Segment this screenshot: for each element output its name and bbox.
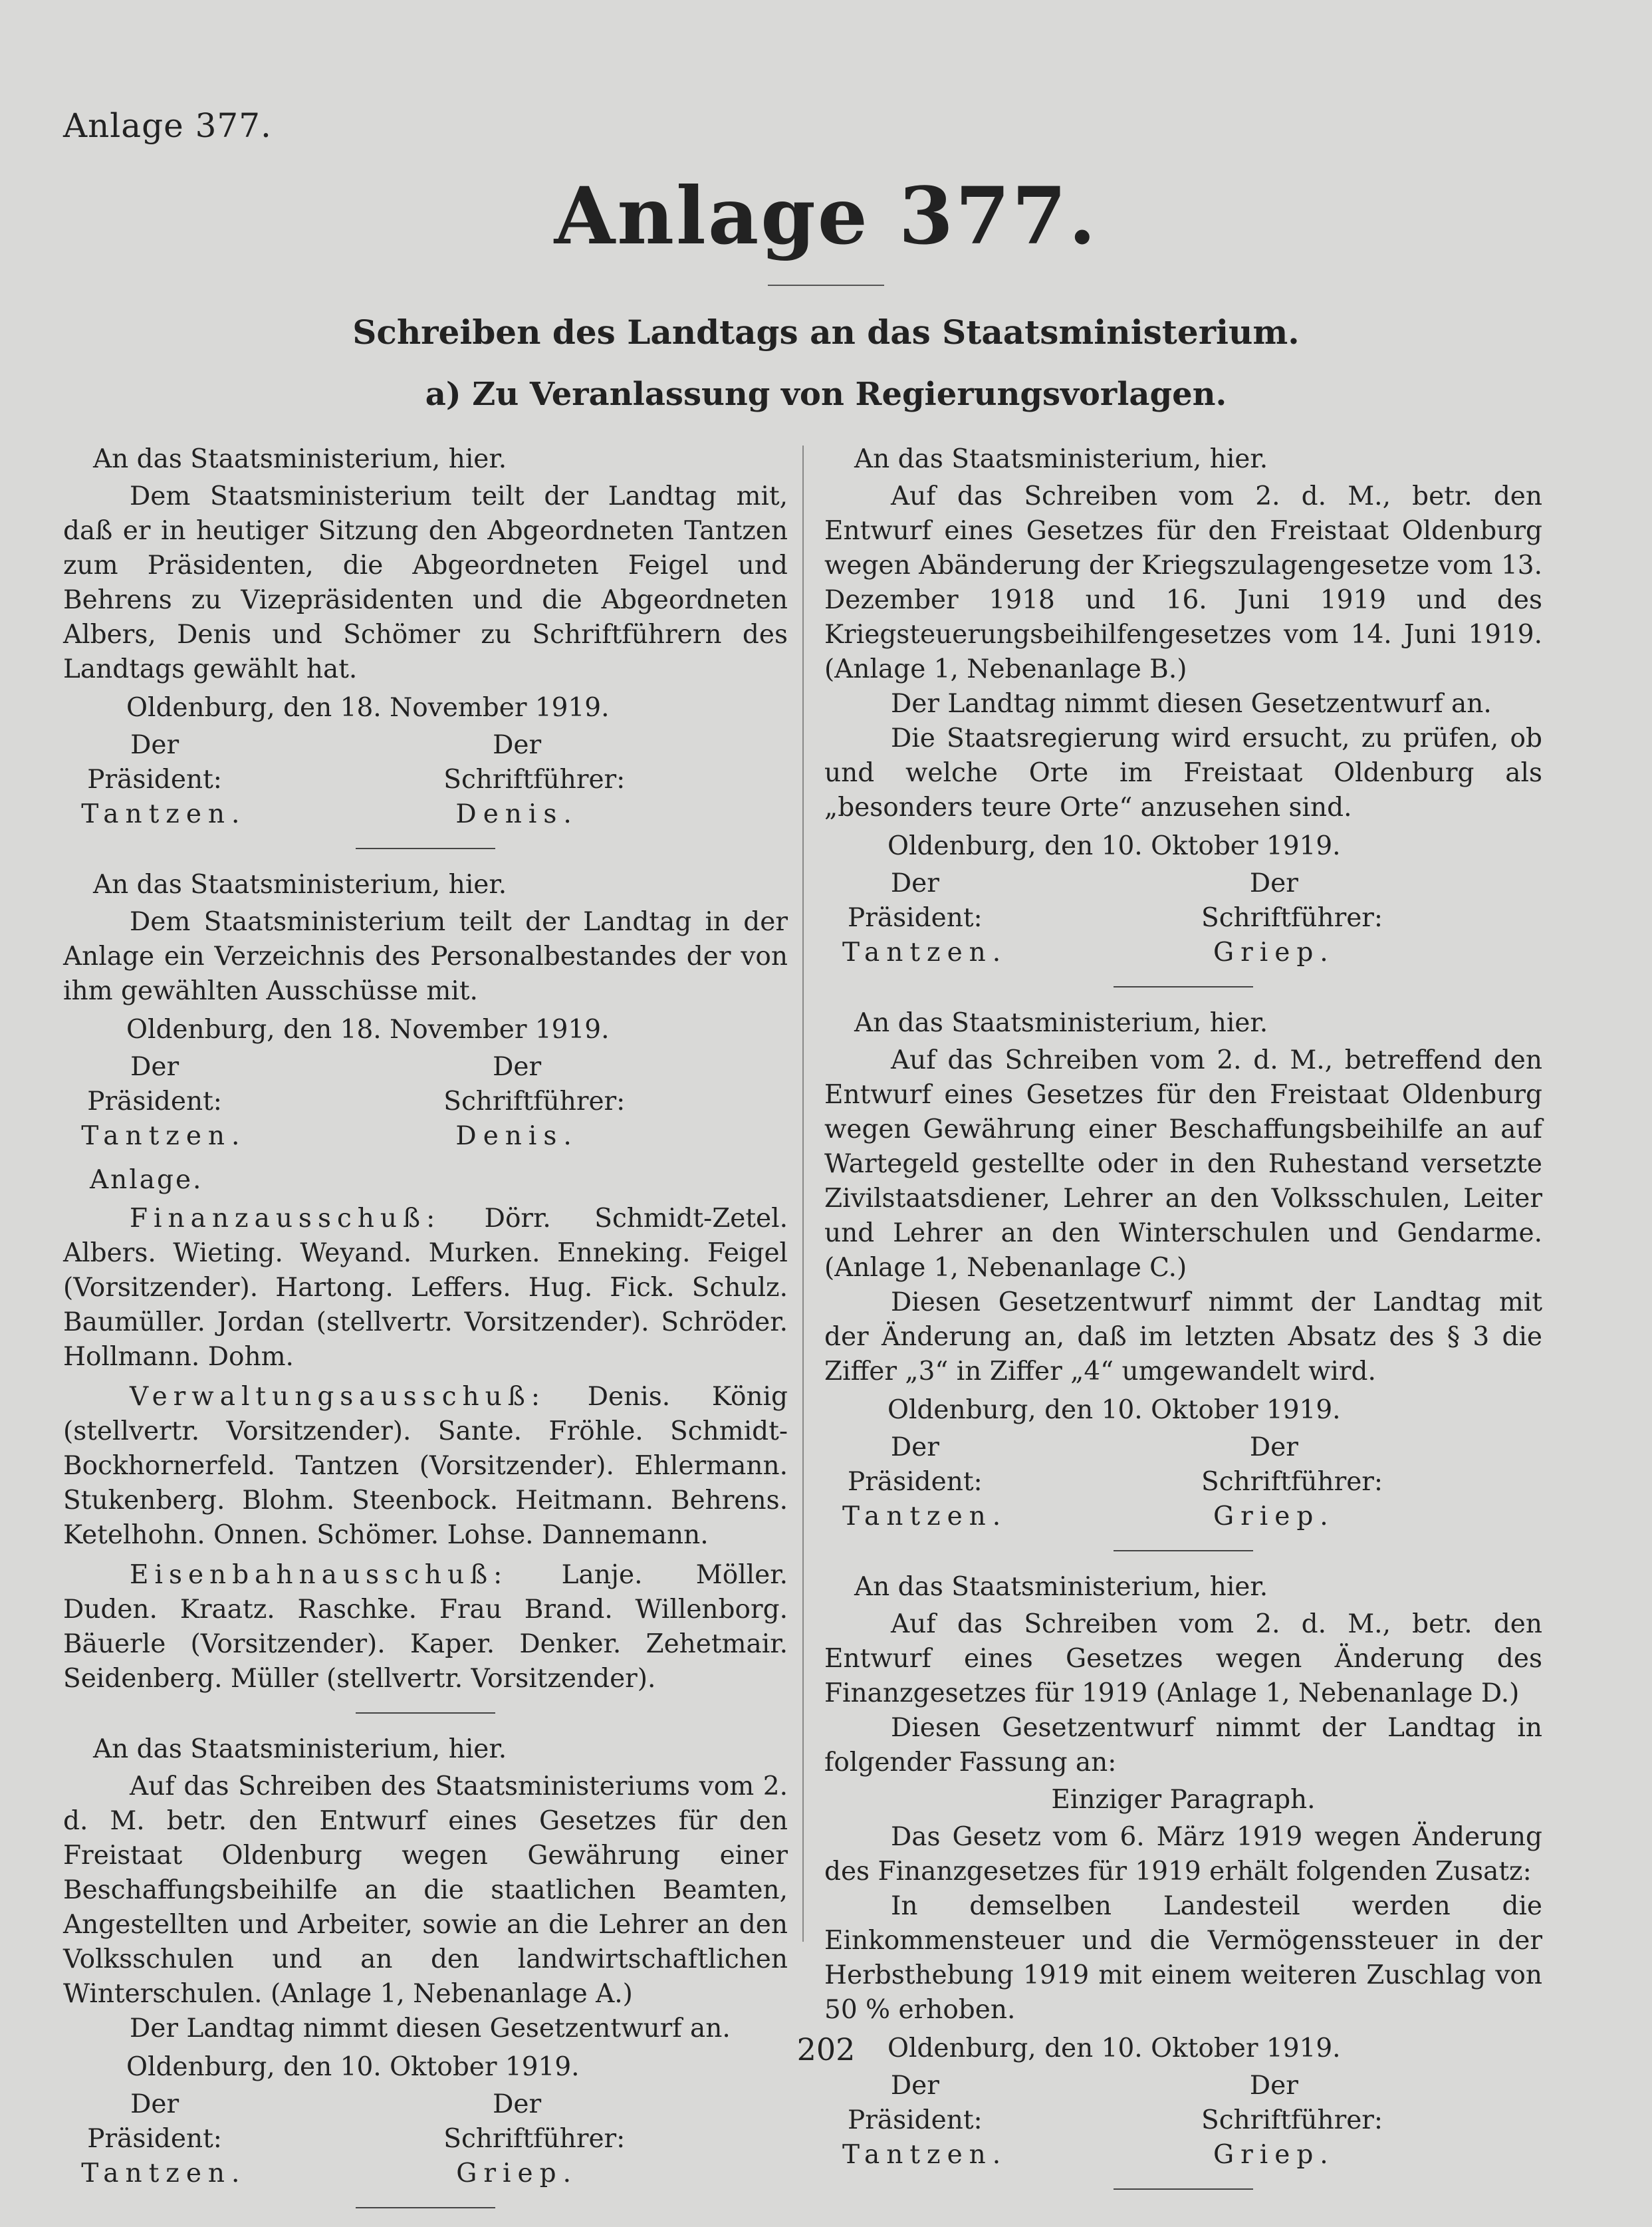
president-label: Der Präsident: <box>87 2089 222 2154</box>
president-name: Tantzen. <box>842 2140 1008 2170</box>
secretary-label: Der Schriftführer: <box>1201 2071 1383 2135</box>
secretary-signature <box>1201 866 1524 970</box>
subtitle: Schreiben des Landtags an das Staatsministerium. <box>352 313 1300 352</box>
letter-4 <box>824 442 1542 987</box>
letter-resolution: Diesen Gesetzentwurf nimmt der Landtag in folgender Fassung an: <box>824 1713 1542 1777</box>
letter-body: Auf das Schreiben vom 2. d. M., betr. den Entwurf eines Gesetzes für den Freistaat Oldenburg wegen Abänderung der Kriegszulagengesetze vom 13. Dezember 1918 und 16. Juni 1919 und des Kriegsteuerungsbeihilfengesetzes vom 14. Juni 1919. (Anlage 1, Nebenanlage B.) <box>824 481 1542 684</box>
letter-body: Dem Staatsministerium teilt der Landtag in der Anlage ein Verzeichnis des Personalbestandes der von ihm gewählten Ausschüsse mit. <box>63 907 788 1006</box>
president-label: Der Präsident: <box>848 2071 983 2135</box>
secretary-label: Der Schriftführer: <box>443 1052 626 1116</box>
signature-block <box>63 728 788 832</box>
title-rule <box>768 285 884 286</box>
letter-date: Oldenburg, den 10. Oktober 1919. <box>887 831 1341 861</box>
president-label: Der Präsident: <box>848 868 983 933</box>
secretary-signature <box>1201 2069 1524 2172</box>
letter-address: An das Staatsministerium, hier. <box>854 1572 1268 1602</box>
page-number: 202 <box>796 2031 856 2067</box>
committee-members: Denis. König (stellvertr. Vorsitzender). Sante. Fröhle. Schmidt-Bockhornerfeld. Tantzen (Vorsitzender). Ehlermann. Stukenberg. Blohm. Steenbock. Heitmann. Behrens. Ketelhohn. Onnen. Schömer. Lohse. Dannemann. <box>63 1382 788 1550</box>
secretary-label: Der Schriftführer: <box>1201 868 1383 933</box>
committee-finance <box>63 1202 788 1375</box>
letter-3 <box>63 1732 788 2208</box>
letter-date: Oldenburg, den 10. Oktober 1919. <box>887 2033 1341 2063</box>
letter-date: Oldenburg, den 18. November 1919. <box>126 693 610 723</box>
secretary-signature <box>443 728 770 832</box>
secretary-name: Denis. <box>455 799 578 829</box>
secretary-name: Griep. <box>1213 2140 1335 2170</box>
separator-rule <box>356 1712 495 1714</box>
committee-name: Verwaltungsausschuß: <box>130 1382 546 1412</box>
letter-address: An das Staatsministerium, hier. <box>93 444 507 474</box>
president-signature <box>81 2087 408 2191</box>
letter-resolution: Der Landtag nimmt diesen Gesetzentwurf an. <box>891 689 1492 719</box>
page-title: Anlage 377. <box>554 170 1098 262</box>
committee-members: Lanje. Möller. Duden. Kraatz. Raschke. Frau Brand. Willenborg. Bäuerle (Vorsitzender). Kaper. Denker. Zehetmair. Seidenberg. Müller (stellvertr. Vorsitzender). <box>63 1560 788 1694</box>
president-name: Tantzen. <box>81 2159 247 2188</box>
committee-members: Dörr. Schmidt-Zetel. Albers. Wieting. Weyand. Murken. Enneking. Feigel (Vorsitzender). Hartong. Leffers. Hug. Fick. Schulz. Baumüller. Jordan (stellvertr. Vorsitzender). Schröder. Hollmann. Dohm. <box>63 1204 788 1372</box>
secretary-label: Der Schriftführer: <box>1201 1432 1383 1497</box>
secretary-name: Griep. <box>1213 1502 1335 1531</box>
left-column <box>63 442 788 2227</box>
separator-rule <box>1114 1550 1253 1551</box>
letter-address: An das Staatsministerium, hier. <box>93 1734 507 1764</box>
president-name: Tantzen. <box>81 1121 247 1151</box>
separator-rule <box>1114 986 1253 987</box>
right-column <box>824 442 1542 2208</box>
president-name: Tantzen. <box>81 799 247 829</box>
letter-body: Dem Staatsministerium teilt der Landtag mit, daß er in heutiger Sitzung den Abgeordneten Tantzen zum Präsidenten, die Abgeordneten Feigel und Behrens zu Vizepräsidenten und die Abgeordneten Albers, Denis und Schömer zu Schriftführern des Landtags gewählt hat. <box>63 481 788 684</box>
letter-1 <box>63 442 788 849</box>
letter-body: Auf das Schreiben des Staatsministeriums vom 2. d. M. betr. den Entwurf eines Gesetzes für den Freistaat Oldenburg wegen Gewährung einer Beschaffungsbeihilfe an die staatlichen Beamten, Angestellten und Arbeiter, sowie an die Lehrer an den Volksschulen und an den landwirtschaftlichen Winterschulen. (Anlage 1, Nebenanlage A.) <box>63 1771 788 2009</box>
secretary-name: Griep. <box>456 2159 578 2188</box>
committee-railway <box>63 1558 788 1696</box>
signature-block <box>824 2069 1542 2172</box>
letter-address: An das Staatsministerium, hier. <box>854 1008 1268 1038</box>
running-head: Anlage 377. <box>63 106 272 145</box>
secretary-signature <box>443 1050 770 1154</box>
letter-6 <box>824 1570 1542 2190</box>
letter-address: An das Staatsministerium, hier. <box>93 870 507 900</box>
signature-block <box>824 1430 1542 1534</box>
secretary-name: Denis. <box>455 1121 578 1151</box>
column-divider <box>802 446 804 1942</box>
secretary-signature <box>1201 1430 1524 1534</box>
letter-body: Auf das Schreiben vom 2. d. M., betreffend den Entwurf eines Gesetzes für den Freistaat Oldenburg wegen Gewährung einer Beschaffungsbeihilfe an auf Wartegeld gestellte oder in den Ruhestand versetzte Zivilstaatsdiener, Lehrer an den Volksschulen, Leiter und Lehrer an den Winterschulen und Gendarme. (Anlage 1, Nebenanlage C.) <box>824 1045 1542 1283</box>
president-label: Der Präsident: <box>87 730 222 795</box>
secretary-label: Der Schriftführer: <box>443 730 626 795</box>
secretary-signature <box>443 2087 770 2191</box>
president-signature <box>842 1430 1165 1534</box>
section-heading: a) Zu Veranlassung von Regierungsvorlagen. <box>425 376 1227 413</box>
secretary-name: Griep. <box>1213 938 1335 968</box>
letter-2 <box>63 868 788 1154</box>
law-addition: In demselben Landesteil werden die Einkommensteuer und die Vermögenssteuer in der Herbsthebung 1919 mit einem weiteren Zuschlag von 50 % erhoben. <box>824 1891 1542 2025</box>
separator-rule <box>356 2207 495 2208</box>
secretary-label: Der Schriftführer: <box>443 2089 626 2154</box>
letter-5 <box>824 1006 1542 1551</box>
committee-administration <box>63 1380 788 1553</box>
letter-request: Die Staatsregierung wird ersucht, zu prüfen, ob und welche Orte im Freistaat Oldenburg als „besonders teure Orte“ anzusehen sind. <box>824 723 1542 823</box>
paragraph-heading: Einziger Paragraph. <box>1051 1785 1316 1815</box>
president-label: Der Präsident: <box>848 1432 983 1497</box>
committee-name: Finanzausschuß: <box>130 1204 441 1234</box>
letter-date: Oldenburg, den 18. November 1919. <box>126 1015 610 1045</box>
president-signature <box>81 1050 408 1154</box>
committee-name: Eisenbahnausschuß: <box>130 1560 509 1590</box>
letter-date: Oldenburg, den 10. Oktober 1919. <box>887 1395 1341 1425</box>
president-label: Der Präsident: <box>87 1052 222 1116</box>
signature-block <box>63 1050 788 1154</box>
anlage-label: Anlage. <box>90 1165 203 1195</box>
separator-rule <box>356 848 495 849</box>
letter-body: Auf das Schreiben vom 2. d. M., betr. den Entwurf eines Gesetzes wegen Änderung des Finanzgesetzes für 1919 (Anlage 1, Nebenanlage D.) <box>824 1609 1542 1708</box>
president-name: Tantzen. <box>842 1502 1008 1531</box>
signature-block <box>824 866 1542 970</box>
letter-date: Oldenburg, den 10. Oktober 1919. <box>126 2052 580 2082</box>
president-signature <box>842 866 1165 970</box>
separator-rule <box>1114 2188 1253 2190</box>
president-signature <box>842 2069 1165 2172</box>
law-text: Das Gesetz vom 6. März 1919 wegen Änderung des Finanzgesetzes für 1919 erhält folgenden Zusatz: <box>824 1822 1542 1887</box>
president-signature <box>81 728 408 832</box>
letter-address: An das Staatsministerium, hier. <box>854 444 1268 474</box>
signature-block <box>63 2087 788 2191</box>
letter-resolution: Der Landtag nimmt diesen Gesetzentwurf an. <box>130 2014 731 2043</box>
president-name: Tantzen. <box>842 938 1008 968</box>
anlage-section <box>63 1163 788 1714</box>
letter-resolution: Diesen Gesetzentwurf nimmt der Landtag mit der Änderung an, daß im letzten Absatz des § 3 die Ziffer „3“ in Ziffer „4“ umgewandelt wird. <box>824 1287 1542 1386</box>
